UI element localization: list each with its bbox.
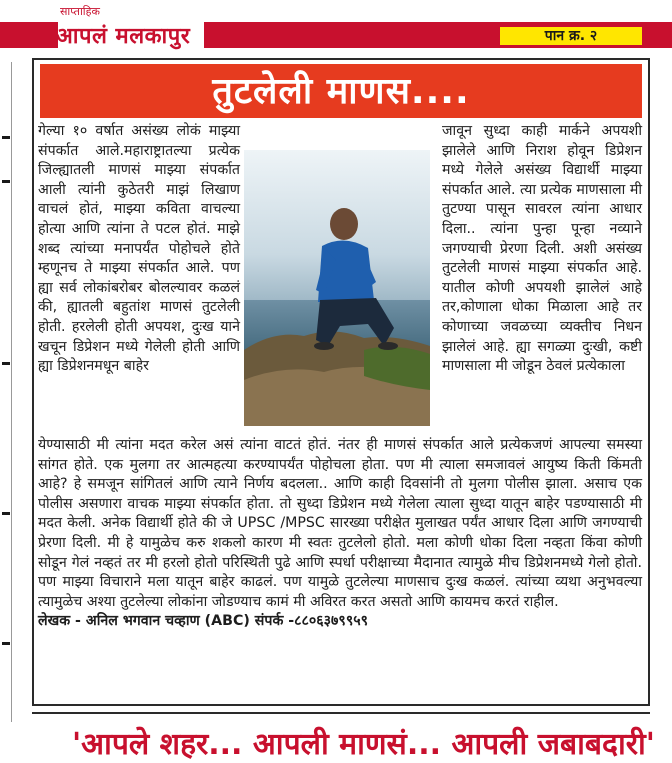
stub-mark	[2, 512, 10, 515]
article-byline: लेखक - अनिल भगवान चव्हाण (ABC) संपर्क -८८०६३७९९५९	[38, 613, 368, 630]
masthead-tagline: साप्ताहिक	[60, 5, 100, 18]
stub-mark	[2, 362, 10, 365]
bottom-text: येण्यासाठी मी त्यांना मदत करेल असं त्यांना वाटतं होतं. नंतर ही माणसं संपर्कात आले प्रत्येकजणं आपल्या समस्या सांगत होते. एक मुलगा तर आत्महत्या करण्यापर्यंत पोहोचला होता. पण मी त्याला समजावलं आयुष्य किती किंमती आहे? हे समजून सांगितलं आणि त्याने निर्णय बदलला.. आणि काही दिवसांनी तो मुलगा पोलीस झाला. असाच एक पोलीस असणारा वाचक माझ्या संपर्कात होता. तो सुध्दा डिप्रेशन मध्ये गेलेला त्याला सुध्दा यातून बाहेर पडण्यासाठी मी मदत केली. अनेक विद्यार्थी होते की जे UPSC /MPSC सारख्या परीक्षेत मुलाखत पर्यंत आधार दिला आणि जगण्याची प्रेरणा दिली. मी हे यामुळेच करु शकलो कारण मी स्वतः तुटलेलो होतो. मला कोणी धोका दिला नव्हता किंवा कोणी सोडून गेलं नव्हतं तर मी हरलो होतो परिस्थिती पुढे आणि स्पर्धा परीक्षाच्या मैदानात त्यामुळे मीच डिप्रेशनमध्ये गेलो होतो. पण माझ्या विचाराने मला यातून बाहेर काढलं. पण यामुळे तुटलेल्या माणसाच दुःख कळलं. त्यांच्या व्यथा अनुभवल्या त्यामुळेच अश्या तुटलेल्या लोकांना जोडण्याच कामं मी अविरत करत असतो आणि कायमच करतं राहील.	[38, 437, 642, 610]
adjacent-column-stub	[0, 62, 12, 722]
masthead-title: आपलं मलकापुर	[56, 24, 191, 49]
article-title: तुटलेली माणस....	[212, 71, 470, 112]
stub-mark	[2, 136, 10, 139]
stub-mark	[2, 180, 10, 183]
article-bottom-text-block	[38, 436, 642, 632]
photo-illustration	[244, 150, 430, 426]
article-bottom-rule	[32, 712, 650, 714]
left-column-text: गेल्या १० वर्षात असंख्य लोकं माझ्या संपर्कात आले.महाराष्ट्रातल्या प्रत्येक जिल्ह्यातली माणसं माझ्या संपर्कात आली त्यांनी कुठेतरी माझं लिखाण वाचलं होतं, माझ्या कविता वाचल्या होत्या आणि त्यांना ते पटल होतं. माझे शब्द त्यांच्या मनापर्यंत पोहोचले होते म्हणूनच ते माझ्या संपर्कात आले. पण ह्या सर्व लोकांबरोबर बोलल्यावर कळलं की, ह्यातली बहुतांश माणसं तुटलेली होती. हरलेली होती अपयश, दुःख याने खचून डिप्रेशन मध्ये गेलेली होती आणि ह्या डिप्रेशनमधून बाहेर	[38, 123, 240, 375]
right-column-text: जावून सुध्दा काही मार्कने अपयशी झालेले आणि निराश होवून डिप्रेशन मध्ये गेलेले असंख्य विद्यार्थी माझ्या संपर्कात आले. त्या प्रत्येक माणसाला मी तुटण्या पासून सावरल त्यांना आधार दिला.. त्यांना पुन्हा पून्हा नव्याने जगण्याची प्रेरणा दिली. अशी असंख्य तुटलेली माणसं माझ्या संपर्कात आहे. यातील कोणी अपयशी झालेलं आहे तर,कोणाला धोका मिळाला आहे तर कोणाच्या जवळच्या व्यक्तीच निधन झालेलं आहे. ह्या सगळ्या दुःखी, कष्टी माणसाला मी जोडून ठेवलं प्रत्येकाला	[442, 123, 642, 375]
stub-mark	[2, 642, 10, 645]
page-number-box: पान क्र. २	[498, 25, 644, 47]
man-sitting-on-rock-photo	[244, 150, 430, 426]
footer-banner: 'आपले शहर... आपली माणसं... आपली जबाबदारी'	[72, 727, 655, 762]
